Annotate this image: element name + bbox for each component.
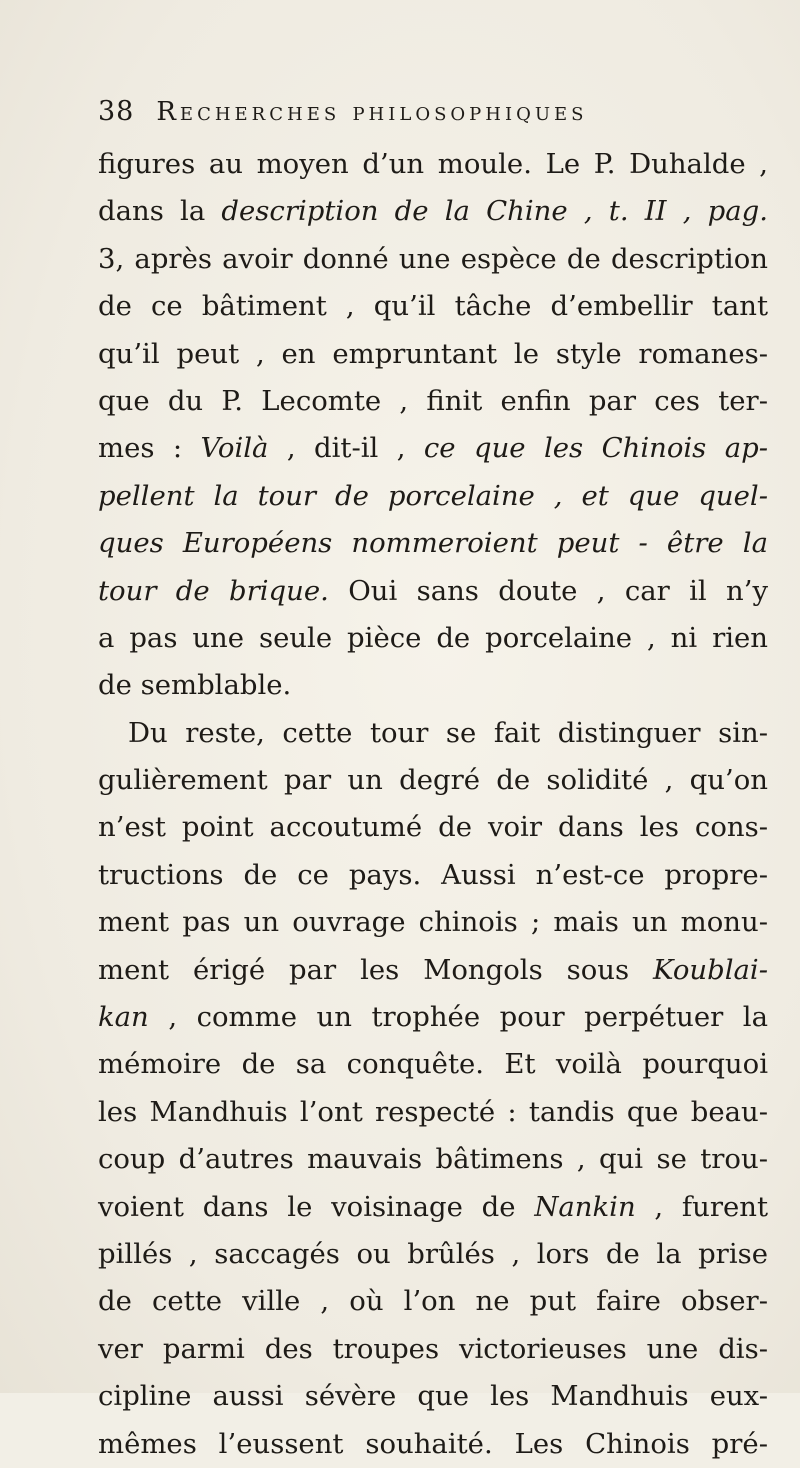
text-line <box>98 1184 768 1231</box>
text-segment: , dit-il , <box>268 432 424 465</box>
text-line <box>98 236 768 283</box>
text-segment: de cette ville , où l’on ne put faire obser- <box>98 1285 768 1318</box>
text-segment: de ce bâtiment , qu’il tâche d’embellir tant <box>98 290 768 323</box>
text-line <box>98 1421 768 1468</box>
text-segment: figures au moyen d’un moule. Le P. Duhalde , <box>98 148 768 180</box>
italic-text: description de la Chine , t. II , pag. <box>221 195 769 228</box>
text-segment: , comme un trophée pour perpétuer la <box>148 1001 768 1034</box>
text-line <box>98 473 768 520</box>
text-segment: Oui sans doute , car il n’y <box>328 574 768 607</box>
italic-text: Koublai- <box>653 953 768 986</box>
italic-text: pellent la tour de porcelaine , et que quel- <box>98 479 768 512</box>
text-segment: mes : <box>98 432 201 465</box>
text-segment: qu’il peut , en empruntant le style romanes- <box>98 337 768 370</box>
italic-text: kan <box>98 1001 149 1034</box>
text-line <box>98 283 768 330</box>
text-line <box>98 899 768 946</box>
text-line <box>98 568 768 615</box>
text-segment: mémoire de sa conquête. Et voilà pourquoi <box>98 1048 768 1081</box>
text-line <box>98 520 768 567</box>
page-number: 38 <box>98 96 135 127</box>
text-segment: voient dans le voisinage de <box>98 1190 535 1223</box>
text-line <box>98 188 768 235</box>
text-line <box>98 1136 768 1183</box>
text-segment: les Mandhuis l’ont respecté : tandis que beau- <box>98 1095 768 1128</box>
running-head <box>98 96 778 136</box>
text-line <box>98 710 768 757</box>
text-line <box>98 141 768 188</box>
text-line <box>98 1231 768 1278</box>
text-line <box>98 1278 768 1325</box>
text-segment: dans la <box>98 195 222 228</box>
text-segment: Du reste, cette tour se fait distinguer sin- <box>128 716 768 749</box>
text-line <box>98 331 768 378</box>
italic-text: Voilà <box>200 432 269 465</box>
text-segment: de semblable. <box>98 669 292 702</box>
text-line <box>98 1089 768 1136</box>
running-title: Recherches philosophiques <box>156 97 588 127</box>
text-segment: ment érigé par les Mongols sous <box>98 953 654 986</box>
text-line <box>98 947 768 994</box>
text-line <box>98 662 768 709</box>
text-segment: cipline aussi sévère que les Mandhuis eux- <box>98 1380 768 1413</box>
text-segment: gulièrement par un degré de solidité , qu’on <box>98 764 768 797</box>
text-segment: que du P. Lecomte , finit enfin par ces ter- <box>98 384 768 417</box>
text-line <box>98 615 768 662</box>
text-line <box>98 378 768 425</box>
text-line <box>98 425 768 472</box>
text-line <box>98 804 768 851</box>
text-line <box>98 757 768 804</box>
italic-text: ques Européens nommeroient peut - être la <box>98 527 768 560</box>
italic-text: tour de brique. <box>98 574 329 607</box>
text-segment: n’est point accoutumé de voir dans les cons- <box>98 811 768 844</box>
text-segment: ver parmi des troupes victorieuses une dis- <box>98 1332 768 1365</box>
text-line <box>98 852 768 899</box>
body-text <box>98 141 768 1468</box>
text-segment: a pas une seule pièce de porcelaine , ni rien <box>98 621 768 654</box>
text-segment: tructions de ce pays. Aussi n’est-ce propre- <box>98 858 768 891</box>
text-line <box>98 1041 768 1088</box>
text-segment: , furent <box>635 1190 769 1223</box>
italic-text: Nankin <box>534 1190 636 1223</box>
italic-text: ce que les Chinois ap- <box>423 432 768 465</box>
text-segment: coup d’autres mauvais bâtimens , qui se trou- <box>98 1143 768 1176</box>
text-segment: ment pas un ouvrage chinois ; mais un monu- <box>98 906 768 939</box>
text-segment: 3, après avoir donné une espèce de description <box>98 242 768 275</box>
text-segment: mêmes l’eussent souhaité. Les Chinois pré- <box>98 1427 768 1460</box>
text-line <box>98 994 768 1041</box>
text-line <box>98 1326 768 1373</box>
text-line <box>98 1373 768 1420</box>
text-segment: pillés , saccagés ou brûlés , lors de la prise <box>98 1237 768 1270</box>
